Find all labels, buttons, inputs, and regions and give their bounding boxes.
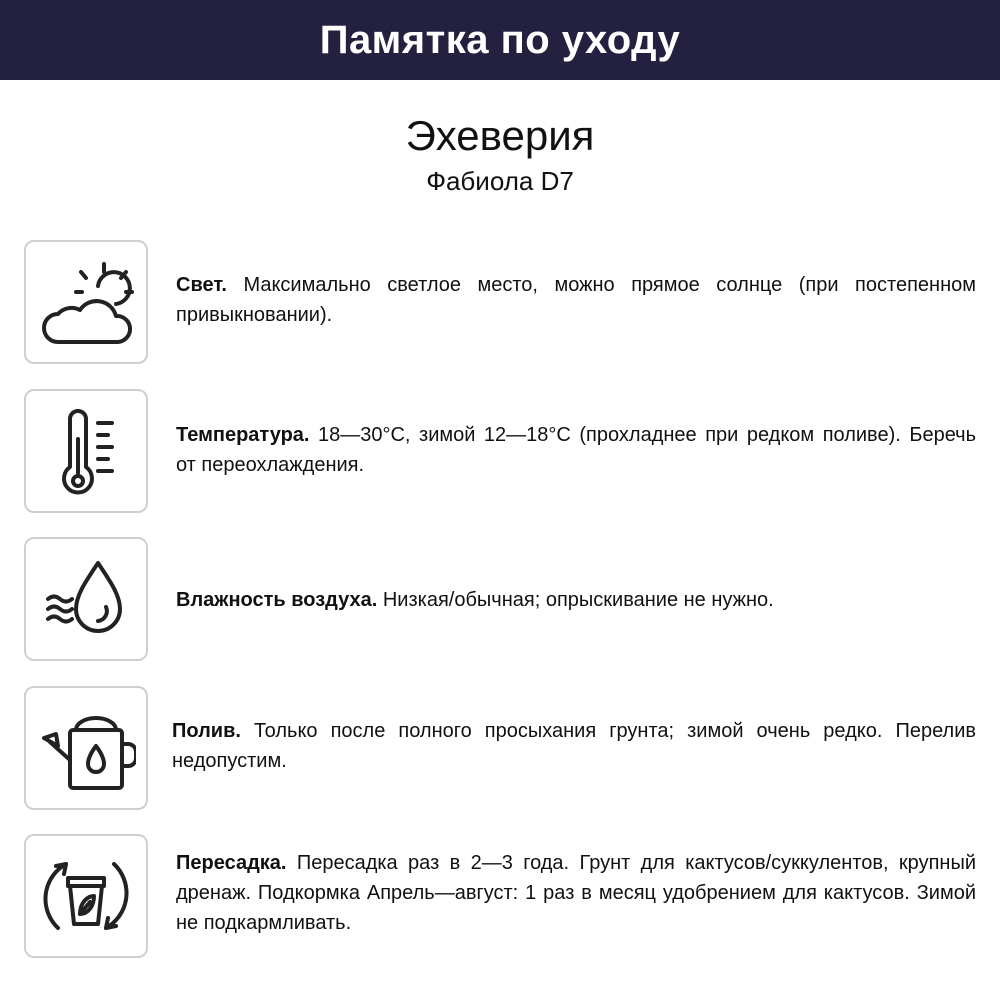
care-title: Полив.: [172, 720, 241, 742]
plant-name: Эхеверия: [405, 112, 595, 159]
plant-variety: Фабиола D7: [426, 166, 574, 196]
care-description: Пересадка раз в 2—3 года. Грунт для кактусов/суккулентов, крупный дренаж. Подкормка Апрель—август: 1 раз в месяц удобрением для кактусов. Зимой не подкармливать.: [176, 852, 976, 934]
icon-box: [24, 834, 148, 958]
watering-can-icon: [36, 698, 136, 798]
care-description: 18—30°C, зимой 12—18°C (прохладнее при редком поливе). Беречь от переохлаждения.: [176, 424, 976, 476]
care-title: Температура.: [176, 424, 310, 446]
care-title: Свет.: [176, 274, 227, 296]
repot-icon: [36, 846, 136, 946]
care-title: Пересадка.: [176, 852, 287, 874]
icon-box: [24, 389, 148, 513]
page-title: Памятка по уходу: [319, 17, 681, 62]
thermometer-icon: [36, 401, 136, 501]
icon-box: [24, 240, 148, 364]
care-description: Максимально светлое место, можно прямое солнце (при постепенном привыкновании).: [176, 274, 976, 326]
icon-box: [24, 537, 148, 661]
care-title: Влажность воздуха.: [176, 589, 378, 611]
humidity-drop-icon: [36, 549, 136, 649]
care-text: [176, 585, 976, 615]
sun-cloud-icon: [36, 252, 136, 352]
care-text: [176, 270, 976, 330]
care-description: Низкая/обычная; опрыскивание не нужно.: [382, 589, 774, 611]
care-description: Только после полного просыхания грунта; зимой очень редко. Перелив недопустим.: [172, 720, 977, 772]
header-bar: [0, 0, 1000, 80]
care-text: [176, 848, 976, 938]
care-text: [176, 420, 976, 480]
icon-box: [24, 686, 148, 810]
care-text: [172, 716, 976, 776]
